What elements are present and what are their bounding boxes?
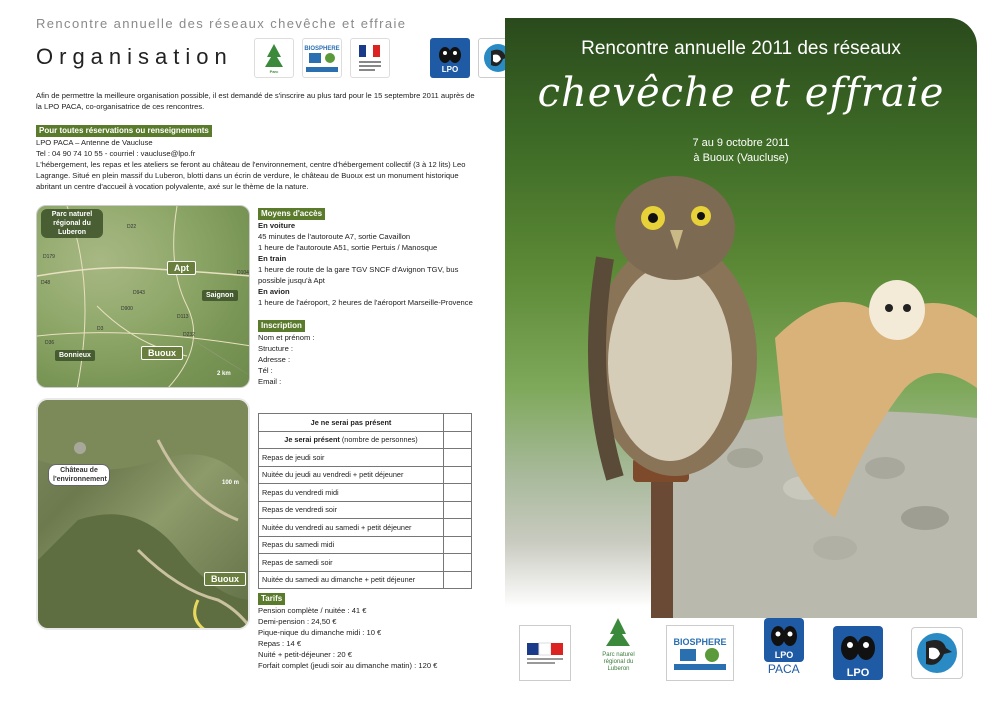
map2-scale: 100 m <box>222 480 240 486</box>
tarif-line: Repas : 14 € <box>258 639 302 648</box>
inscription-heading: Inscription <box>258 320 305 332</box>
absent-checkbox[interactable] <box>444 414 472 432</box>
top-subtitle: Rencontre annuelle des réseaux chevêche et effraie <box>36 16 407 31</box>
access-block <box>258 208 488 387</box>
road-label: D232 <box>183 332 195 338</box>
prefet-logo <box>519 625 571 681</box>
road-label: D900 <box>121 306 133 312</box>
plane-line: 1 heure de l'aéroport, 2 heures de l'aéroport Marseille-Provence <box>258 298 473 307</box>
table-row <box>259 414 472 432</box>
map-town-saignon: Saignon <box>202 290 238 301</box>
table-row <box>259 484 472 502</box>
park-label: Parc naturel régional du Luberon <box>41 209 103 238</box>
row-count[interactable] <box>444 484 472 502</box>
biosphere-logo <box>302 38 342 78</box>
tarif-line: Nuité + petit-déjeuner : 20 € <box>258 650 352 659</box>
tarif-line: Pique-nique du dimanche midi : 10 € <box>258 628 382 637</box>
table-row <box>259 554 472 572</box>
tarifs-block <box>258 593 488 671</box>
map-scale: 2 km <box>217 371 231 377</box>
field-structure[interactable]: Structure : <box>258 344 294 353</box>
partner-logos <box>254 38 518 78</box>
lpo-logo <box>833 626 883 680</box>
access-heading: Moyens d'accès <box>258 208 325 220</box>
present-cell <box>259 431 444 449</box>
reservation-heading: Pour toutes réservations ou renseignements <box>36 125 212 137</box>
road-label: D36 <box>45 340 55 346</box>
tarif-line: Forfait complet (jeudi soir au dimanche matin) : 120 € <box>258 661 438 670</box>
road-label: D113 <box>177 314 189 320</box>
field-address[interactable]: Adresse : <box>258 355 291 364</box>
row-count[interactable] <box>444 501 472 519</box>
inscription-table <box>258 413 472 589</box>
table-row <box>259 431 472 449</box>
svg-text:BIOSPHERE: BIOSPHERE <box>673 637 727 647</box>
lpo-logo <box>430 38 470 78</box>
row-label: Repas du vendredi midi <box>259 484 444 502</box>
tarif-line: Demi-pension : 24,50 € <box>258 617 337 626</box>
svg-text:Parc: Parc <box>269 69 279 74</box>
absent-label: Je ne serai pas présent <box>259 414 444 432</box>
row-label: Nuitée du vendredi au samedi + petit déjeuner <box>259 519 444 537</box>
row-count[interactable] <box>444 466 472 484</box>
resa-line: L'hébergement, les repas et les ateliers se feront au château de l'environnement, centre d'hébergement collectif (3 à 12 lits) Leo Lagrange. Situé en plein massif du Luberon, blotti dans un écrin de verdure, le château de Buoux est un monument historique abritant un centre d'accueil à vocation polyvalente, axé sur le thème de la nature. <box>36 160 466 191</box>
field-phone[interactable]: Tél : <box>258 366 273 375</box>
map-town-buoux[interactable]: Buoux <box>141 346 183 360</box>
car-line: 1 heure de l'autoroute A51, sortie Pertuis / Manosque <box>258 243 438 252</box>
car-label: En voiture <box>258 221 296 230</box>
svg-text:LPO: LPO <box>441 65 459 74</box>
row-count[interactable] <box>444 449 472 467</box>
row-label: Repas du samedi midi <box>259 536 444 554</box>
train-line: 1 heure de route de la gare TGV SNCF d'Avignon TGV, bus possible jusqu'à Apt <box>258 265 459 285</box>
road-label: D48 <box>41 280 51 286</box>
row-count[interactable] <box>444 571 472 589</box>
site-map <box>36 398 250 630</box>
car-line: 45 minutes de l'autoroute A7, sortie Cavaillon <box>258 232 411 241</box>
tarifs-heading: Tarifs <box>258 593 285 605</box>
road-label: D943 <box>133 290 145 296</box>
parc-luberon-logo <box>598 616 638 688</box>
present-note: (nombre de personnes) <box>341 435 418 445</box>
resa-line: LPO PACA – Antenne de Vaucluse <box>36 138 153 147</box>
plane-label: En avion <box>258 287 290 296</box>
field-email[interactable]: Email : <box>258 377 282 386</box>
tarif-line: Pension complète / nuitée : 41 € <box>258 606 367 615</box>
cover-date-line1: 7 au 9 octobre 2011 <box>692 137 790 149</box>
resa-line: Tel : 04 90 74 10 55 - courriel : vaucluse@lpo.fr <box>36 149 196 158</box>
row-label: Repas de vendredi soir <box>259 501 444 519</box>
region-map <box>36 205 250 388</box>
lpo-paca-logo <box>762 618 806 688</box>
row-label: Repas de samedi soir <box>259 554 444 572</box>
table-row <box>259 519 472 537</box>
map2-town-buoux[interactable]: Buoux <box>204 572 246 586</box>
table-row <box>259 571 472 589</box>
chateau-label: Château de l'environnement <box>48 464 110 486</box>
map-town-apt[interactable]: Apt <box>167 261 196 275</box>
paca-text: PACA <box>767 662 800 676</box>
reservation-block <box>36 125 482 192</box>
cover-date <box>505 136 977 166</box>
cover-page <box>505 18 977 688</box>
republique-logo <box>350 38 390 78</box>
road-label: D22 <box>127 224 137 230</box>
svg-text:LPO: LPO <box>774 650 794 660</box>
site-terrain <box>38 400 250 630</box>
present-label: Je serai présent <box>284 435 340 445</box>
row-label: Nuitée du samedi au dimanche + petit déjeuner <box>259 571 444 589</box>
falcon-logo <box>911 627 963 679</box>
cover-title-line1: Rencontre annuelle 2011 des réseaux <box>581 38 901 59</box>
train-label: En train <box>258 254 287 263</box>
table-row <box>259 501 472 519</box>
table-row <box>259 449 472 467</box>
svg-text:BIOSPHERE: BIOSPHERE <box>304 46 340 52</box>
road-label: D104 <box>237 270 249 276</box>
cover-logos <box>505 616 977 688</box>
road-label: D3 <box>97 326 104 332</box>
map-town-bonnieux: Bonnieux <box>55 350 95 361</box>
row-count[interactable] <box>444 536 472 554</box>
table-row <box>259 536 472 554</box>
cover-title-line2: chevêche et effraie <box>537 70 945 116</box>
parc-logo-text: Parc naturel régional du Luberon <box>602 652 635 672</box>
row-label: Nuitée du jeudi au vendredi + petit déjeuner <box>259 466 444 484</box>
intro-text: Afin de permettre la meilleure organisation possible, il est demandé de s'inscrire au plus tard pour le 15 septembre 2011 auprès de la LPO PACA, co-organisatrice de ces rencontres. <box>36 91 475 111</box>
field-name[interactable]: Nom et prénom : <box>258 333 315 342</box>
svg-text:LPO: LPO <box>847 667 870 679</box>
cover-date-line2: à Buoux (Vaucluse) <box>693 152 789 164</box>
table-row <box>259 466 472 484</box>
row-count[interactable] <box>444 554 472 572</box>
row-label: Repas de jeudi soir <box>259 449 444 467</box>
organisation-heading: Organisation <box>36 44 233 69</box>
row-count[interactable] <box>444 519 472 537</box>
parc-luberon-logo <box>254 38 294 78</box>
biosphere-logo <box>666 625 734 681</box>
road-label: D179 <box>43 254 55 260</box>
present-count[interactable] <box>444 431 472 449</box>
